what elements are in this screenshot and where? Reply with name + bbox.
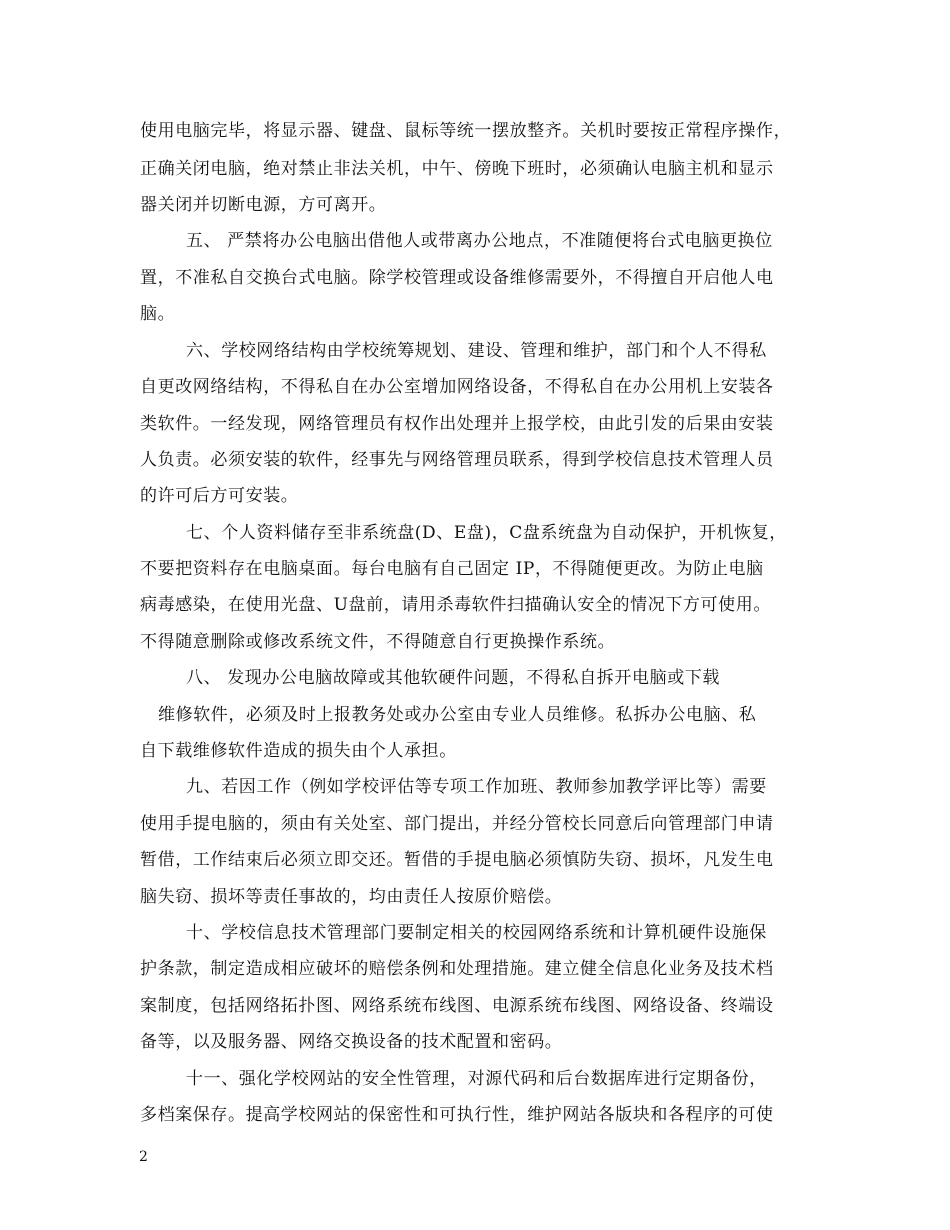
text-line: 脑失窃、损坏等责任事故的，均由责任人按原价赔偿。 xyxy=(140,887,563,907)
text-line: 正确关闭电脑，绝对禁止非法关机，中午、傍晚下班时，必须确认电脑主机和显示 xyxy=(140,159,774,179)
page-number: 2 xyxy=(139,1149,148,1165)
text-line: 脑。 xyxy=(140,304,176,324)
text-line: 十一、强化学校网站的安全性管理，对源代码和后台数据库进行定期备份， xyxy=(186,1069,767,1089)
text-line: 不得随意删除或修改系统文件，不得随意自行更换操作系统。 xyxy=(140,632,616,652)
text-line: 病毒感染，在使用光盘、U盘前，请用杀毒软件扫描确认安全的情况下方可使用。 xyxy=(140,595,771,615)
text-line: 自下载维修软件造成的损失由个人承担。 xyxy=(140,741,457,761)
text-line: 的许可后方可安装。 xyxy=(140,486,299,506)
text-line: 自更改网络结构，不得私自在办公室增加网络设备，不得私自在办公用机上安装各 xyxy=(140,377,774,397)
text-line: 人负责。必须安装的软件，经事先与网络管理员联系，得到学校信息技术管理人员 xyxy=(140,450,774,470)
text-line: 暂借，工作结束后必须立即交还。暂借的手提电脑必须慎防失窃、损坏，凡发生电 xyxy=(140,850,774,870)
text-line: 案制度，包括网络拓扑图、网络系统布线图、电源系统布线图、网络设备、终端设 xyxy=(140,996,774,1016)
text-line: 九、若因工作（例如学校评估等专项工作加班、教师参加教学评比等）需要 xyxy=(186,777,767,797)
text-line: 不要把资料存在电脑桌面。每台电脑有自己固定 IP，不得随便更改。为防止电脑 xyxy=(140,559,764,579)
text-line: 护条款，制定造成相应破坏的赔偿条例和处理措施。建立健全信息化业务及技术档 xyxy=(140,959,774,979)
text-line: 维修软件，必须及时上报教务处或办公室由专业人员维修。私拆办公电脑、私 xyxy=(158,705,757,725)
text-line: 十、学校信息技术管理部门要制定相关的校园网络系统和计算机硬件设施保 xyxy=(186,923,767,943)
text-line: 类软件。一经发现，网络管理员有权作出处理并上报学校，由此引发的后果由安装 xyxy=(140,414,774,434)
text-line: 八、 发现办公电脑故障或其他软硬件问题，不得私自拆开电脑或下载 xyxy=(186,668,721,688)
text-line: 多档案保存。提高学校网站的保密性和可执行性，维护网站各版块和各程序的可使 xyxy=(140,1105,774,1125)
text-line: 置，不准私自交换台式电脑。除学校管理或设备维修需要外，不得擅自开启他人电 xyxy=(140,268,774,288)
text-line: 七、个人资料储存至非系统盘(D、E盘)，C盘系统盘为自动保护，开机恢复， xyxy=(186,523,787,543)
text-line: 六、学校网络结构由学校统筹规划、建设、管理和维护，部门和个人不得私 xyxy=(186,341,767,361)
text-line: 备等，以及服务器、网络交换设备的技术配置和密码。 xyxy=(140,1032,563,1052)
text-line: 使用电脑完毕，将显示器、键盘、鼠标等统一摆放整齐。关机时要按正常程序操作， xyxy=(140,121,792,141)
text-line: 五、 严禁将办公电脑出借他人或带离办公地点，不准随便将台式电脑更换位 xyxy=(186,231,773,251)
text-line: 器关闭并切断电源，方可离开。 xyxy=(140,195,387,215)
text-line: 使用手提电脑的，须由有关处室、部门提出，并经分管校长同意后向管理部门申请 xyxy=(140,814,774,834)
